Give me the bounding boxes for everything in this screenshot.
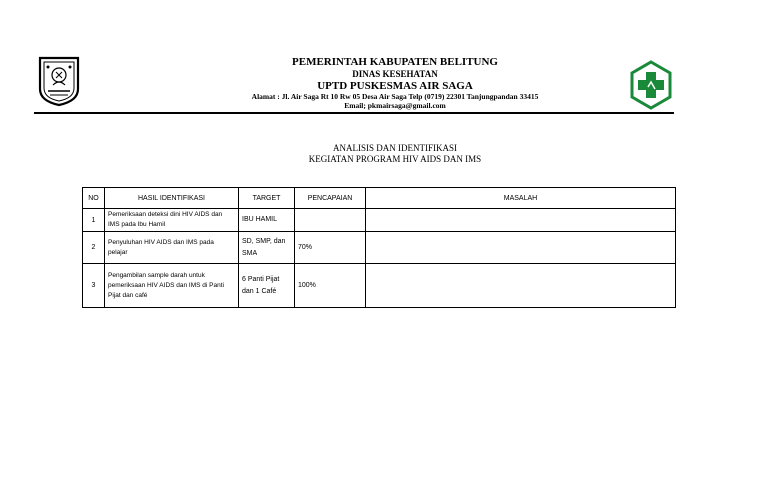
table-header-row <box>83 188 676 209</box>
col-header-pencapaian: PENCAPAIAN <box>295 188 366 209</box>
cell-masalah <box>366 209 676 232</box>
col-header-target: TARGET <box>239 188 295 209</box>
cell-pencapaian: 100% <box>295 264 366 308</box>
col-header-no: NO <box>83 188 105 209</box>
cell-hasil: Pemeriksaan deteksi dini HIV AIDS dan IMS pada Ibu Hamil <box>105 209 239 232</box>
header-puskesmas-name: UPTD PUSKESMAS AIR SAGA <box>317 80 473 92</box>
cell-masalah <box>366 232 676 264</box>
header-department-name: DINAS KESEHATAN <box>352 69 438 79</box>
belitung-regency-emblem-icon <box>36 55 82 107</box>
cell-hasil: Penyuluhan HIV AIDS dan IMS pada pelajar <box>105 232 239 264</box>
header-divider <box>34 112 674 114</box>
header-government-name: PEMERINTAH KABUPATEN BELITUNG <box>292 56 498 68</box>
cell-no: 3 <box>83 264 105 308</box>
cell-pencapaian: 70% <box>295 232 366 264</box>
cell-pencapaian <box>295 209 366 232</box>
table-row <box>83 264 676 308</box>
col-header-hasil: HASIL IDENTIFIKASI <box>105 188 239 209</box>
cell-target: SD, SMP, dan SMA <box>239 232 295 264</box>
col-header-masalah: MASALAH <box>366 188 676 209</box>
cell-hasil: Pengambilan sample darah untuk pemeriksaan HIV AIDS dan IMS di Panti Pijat dan café <box>105 264 239 308</box>
analysis-table <box>82 187 676 308</box>
document-subtitle: KEGIATAN PROGRAM HIV AIDS DAN IMS <box>308 154 482 164</box>
cell-target: IBU HAMIL <box>239 209 295 232</box>
cell-masalah <box>366 264 676 308</box>
cell-no: 2 <box>83 232 105 264</box>
cell-no: 1 <box>83 209 105 232</box>
header-address: Alamat : Jl. Air Saga Rt 10 Rw 05 Desa Air Saga Telp (0719) 22301 Tanjungpandan 33415 <box>251 92 539 101</box>
header-email: Email; pkmairsaga@gmail.com <box>344 101 446 110</box>
table-row <box>83 209 676 232</box>
cell-target: 6 Panti Pijat dan 1 Café <box>239 264 295 308</box>
table-row <box>83 232 676 264</box>
document-title: ANALISIS DAN IDENTIFIKASI <box>333 143 457 153</box>
puskesmas-cross-icon <box>629 60 673 110</box>
